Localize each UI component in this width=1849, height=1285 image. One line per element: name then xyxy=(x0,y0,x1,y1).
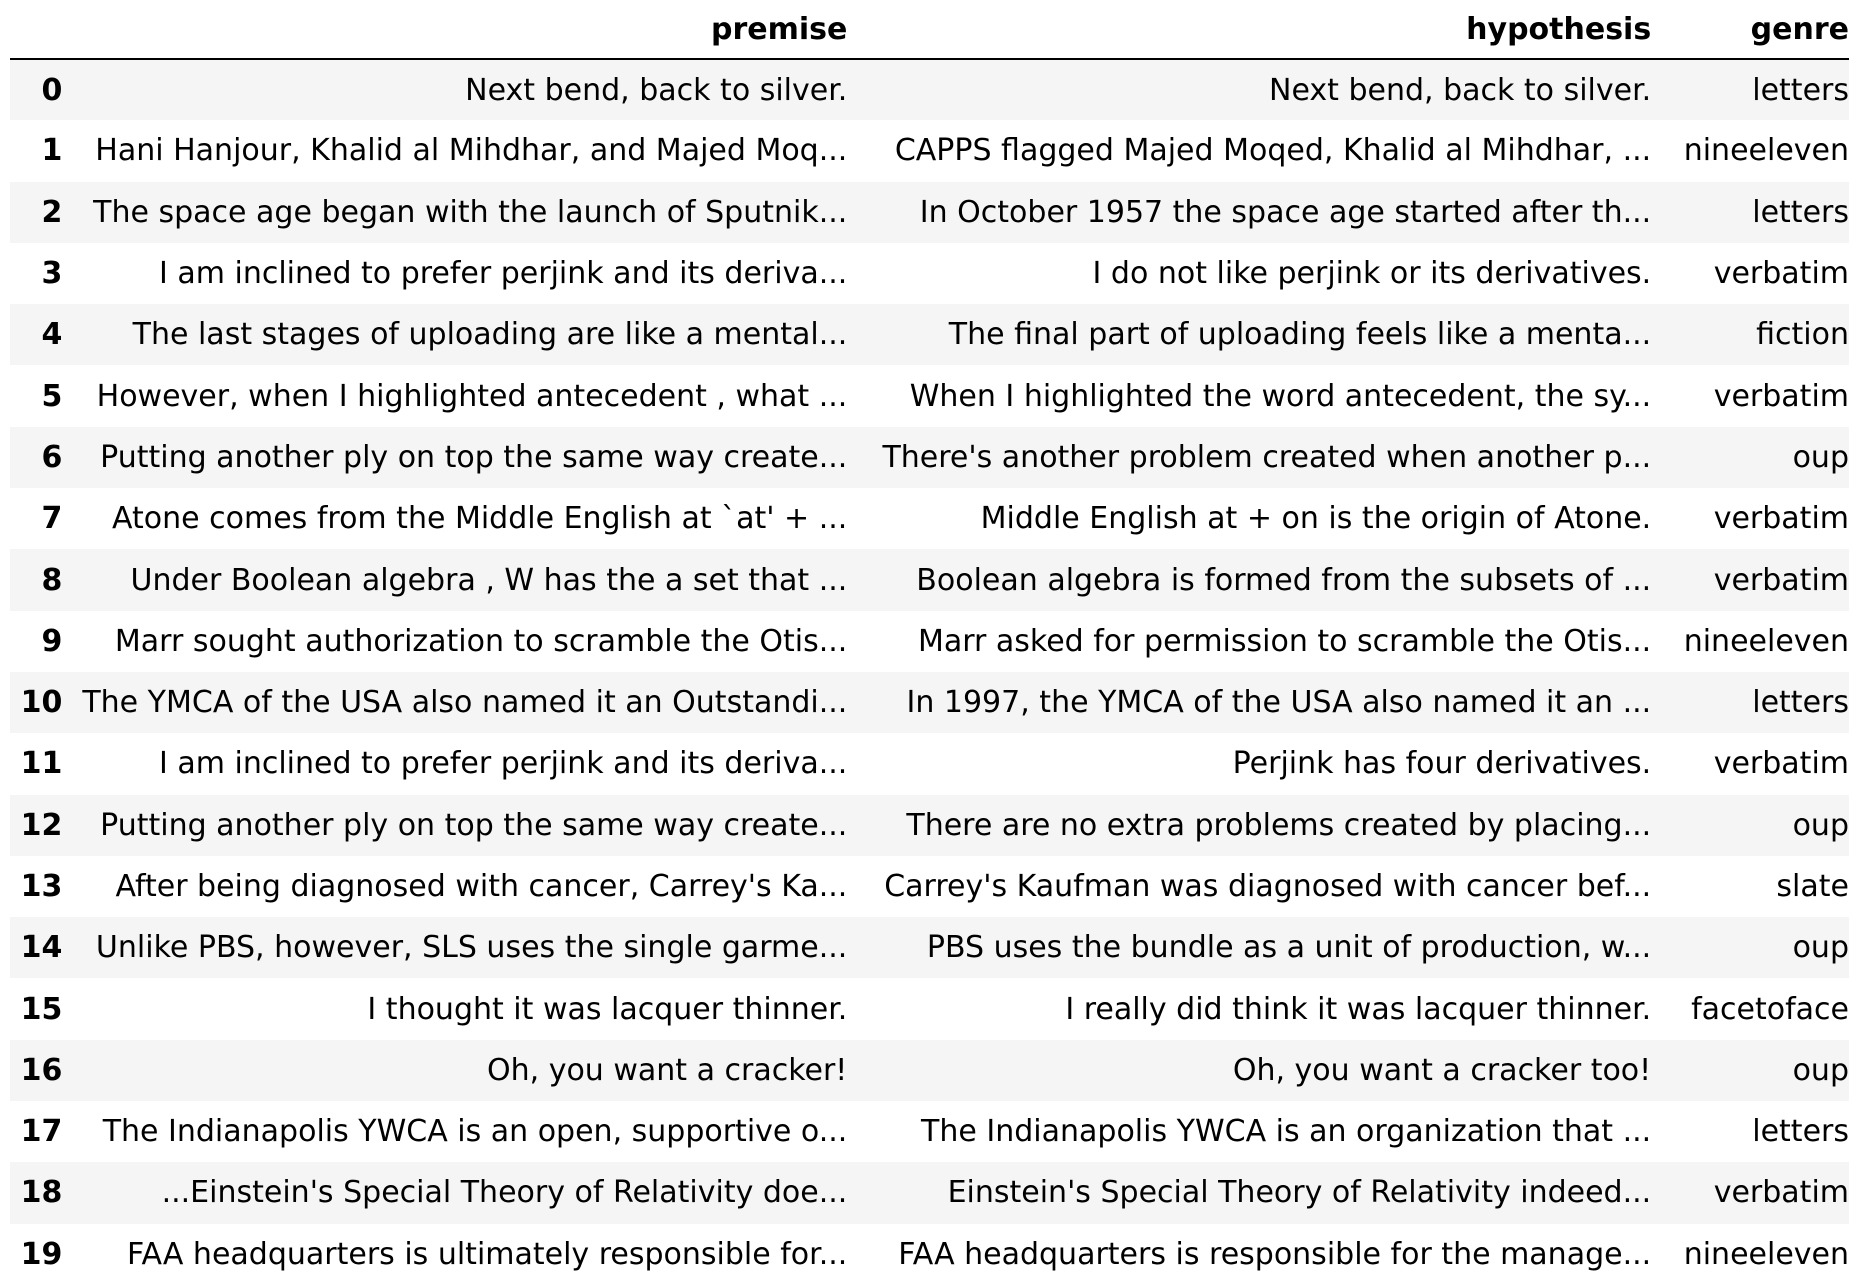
genre-cell: verbatim xyxy=(1713,562,1849,598)
table-row xyxy=(10,1040,1849,1101)
row-index: 5 xyxy=(41,378,63,414)
hypothesis-cell: I really did think it was lacquer thinner. xyxy=(1065,991,1652,1027)
dataframe-table xyxy=(10,0,1849,1285)
premise-cell: Putting another ply on top the same way create... xyxy=(100,439,848,475)
row-index: 1 xyxy=(41,133,63,169)
row-index: 16 xyxy=(20,1052,63,1088)
hypothesis-cell: In October 1957 the space age started after th... xyxy=(919,194,1652,230)
hypothesis-cell: There's another problem created when another p... xyxy=(882,439,1652,475)
premise-cell: After being diagnosed with cancer, Carrey's Ka... xyxy=(115,869,848,904)
premise-cell: The last stages of uploading are like a mental... xyxy=(132,317,848,353)
row-index: 19 xyxy=(20,1236,63,1272)
genre-cell: letters xyxy=(1752,685,1849,721)
dataframe-container xyxy=(10,0,1849,1285)
table-row xyxy=(10,856,1849,917)
hypothesis-cell: Next bend, back to silver. xyxy=(1269,72,1652,108)
premise-cell: The Indianapolis YWCA is an open, supportive o... xyxy=(102,1114,848,1150)
column-header-genre: genre xyxy=(1651,0,1849,59)
row-index: 15 xyxy=(20,991,63,1027)
table-row xyxy=(10,120,1849,181)
premise-cell: Atone comes from the Middle English at `at' + ... xyxy=(112,501,848,537)
hypothesis-cell: CAPPS flagged Majed Moqed, Khalid al Mihdhar, ... xyxy=(894,133,1652,169)
hypothesis-cell: I do not like perjink or its derivatives. xyxy=(1092,256,1652,292)
table-row xyxy=(10,1162,1849,1223)
premise-cell: However, when I highlighted antecedent , what ... xyxy=(96,378,848,414)
index-header xyxy=(10,0,70,59)
table-row xyxy=(10,549,1849,610)
genre-cell: oup xyxy=(1792,1052,1849,1088)
genre-cell: slate xyxy=(1776,869,1849,904)
row-index: 4 xyxy=(41,317,63,353)
row-index: 18 xyxy=(20,1175,63,1211)
row-index: 14 xyxy=(20,930,63,966)
hypothesis-cell: The Indianapolis YWCA is an organization that ... xyxy=(921,1114,1652,1150)
genre-cell: verbatim xyxy=(1713,1175,1849,1211)
hypothesis-cell: Boolean algebra is formed from the subsets of ... xyxy=(916,562,1652,598)
table-row xyxy=(10,1224,1849,1285)
genre-cell: letters xyxy=(1752,194,1849,230)
row-index: 13 xyxy=(20,869,63,904)
premise-cell: Next bend, back to silver. xyxy=(465,72,848,108)
row-index: 8 xyxy=(41,562,63,598)
table-row xyxy=(10,243,1849,304)
row-index: 7 xyxy=(41,501,63,537)
genre-cell: facetoface xyxy=(1691,991,1849,1027)
genre-cell: nineeleven xyxy=(1683,133,1849,169)
table-row xyxy=(10,59,1849,120)
table-body xyxy=(10,59,1849,1285)
table-row xyxy=(10,365,1849,426)
table-row xyxy=(10,611,1849,672)
hypothesis-cell: Einstein's Special Theory of Relativity indeed... xyxy=(947,1175,1652,1211)
row-index: 12 xyxy=(20,807,63,843)
premise-cell: The space age began with the launch of Sputnik... xyxy=(93,194,848,230)
table-row xyxy=(10,488,1849,549)
column-header-hypothesis: hypothesis xyxy=(847,0,1651,59)
hypothesis-cell: The final part of uploading feels like a menta... xyxy=(948,317,1652,353)
hypothesis-cell: When I highlighted the word antecedent, the sy... xyxy=(909,378,1652,414)
genre-cell: oup xyxy=(1792,930,1849,966)
hypothesis-cell: PBS uses the bundle as a unit of production, w... xyxy=(926,930,1652,966)
premise-cell: I am inclined to prefer perjink and its deriva... xyxy=(158,746,848,782)
row-index: 17 xyxy=(20,1114,63,1150)
genre-cell: verbatim xyxy=(1713,378,1849,414)
premise-cell: FAA headquarters is ultimately responsible for... xyxy=(127,1236,848,1272)
row-index: 0 xyxy=(41,72,63,108)
premise-cell: Under Boolean algebra , W has the a set that ... xyxy=(130,562,848,598)
genre-cell: letters xyxy=(1752,1114,1849,1150)
row-index: 2 xyxy=(41,194,63,230)
genre-cell: oup xyxy=(1792,439,1849,475)
table-row xyxy=(10,427,1849,488)
genre-cell: nineeleven xyxy=(1683,1236,1849,1272)
row-index: 9 xyxy=(41,623,63,659)
table-row xyxy=(10,304,1849,365)
hypothesis-cell: Carrey's Kaufman was diagnosed with cancer bef... xyxy=(884,869,1652,904)
genre-cell: verbatim xyxy=(1713,501,1849,537)
premise-cell: Putting another ply on top the same way create... xyxy=(100,807,848,843)
table-row xyxy=(10,672,1849,733)
premise-cell: ...Einstein's Special Theory of Relativity doe... xyxy=(161,1175,848,1211)
hypothesis-cell: There are no extra problems created by placing... xyxy=(906,807,1652,843)
genre-cell: oup xyxy=(1792,807,1849,843)
premise-cell: I am inclined to prefer perjink and its deriva... xyxy=(158,256,848,292)
hypothesis-cell: Oh, you want a cracker too! xyxy=(1232,1052,1652,1088)
premise-cell: Marr sought authorization to scramble the Otis... xyxy=(114,623,848,659)
row-index: 10 xyxy=(20,685,63,721)
table-row xyxy=(10,978,1849,1039)
hypothesis-cell: Middle English at + on is the origin of Atone. xyxy=(980,501,1652,537)
table-row xyxy=(10,182,1849,243)
table-row xyxy=(10,733,1849,794)
genre-cell: letters xyxy=(1752,72,1849,108)
premise-cell: I thought it was lacquer thinner. xyxy=(367,991,848,1027)
header-row xyxy=(10,0,1849,59)
premise-cell: Oh, you want a cracker! xyxy=(487,1052,848,1088)
hypothesis-cell: Marr asked for permission to scramble the Otis... xyxy=(917,623,1652,659)
genre-cell: verbatim xyxy=(1713,256,1849,292)
genre-cell: verbatim xyxy=(1713,746,1849,782)
row-index: 6 xyxy=(41,439,63,475)
premise-cell: Hani Hanjour, Khalid al Mihdhar, and Majed Moq... xyxy=(95,133,848,169)
table-row xyxy=(10,1101,1849,1162)
premise-cell: The YMCA of the USA also named it an Outstandi... xyxy=(82,685,848,721)
row-index: 3 xyxy=(41,256,63,292)
table-row xyxy=(10,795,1849,856)
table-row xyxy=(10,917,1849,978)
row-index: 11 xyxy=(20,746,63,782)
hypothesis-cell: FAA headquarters is responsible for the manage... xyxy=(898,1236,1652,1272)
genre-cell: fiction xyxy=(1756,317,1849,353)
hypothesis-cell: Perjink has four derivatives. xyxy=(1232,746,1652,782)
premise-cell: Unlike PBS, however, SLS uses the single garme... xyxy=(95,930,848,966)
genre-cell: nineeleven xyxy=(1683,623,1849,659)
hypothesis-cell: In 1997, the YMCA of the USA also named it an ... xyxy=(906,685,1652,721)
column-header-premise: premise xyxy=(70,0,847,59)
